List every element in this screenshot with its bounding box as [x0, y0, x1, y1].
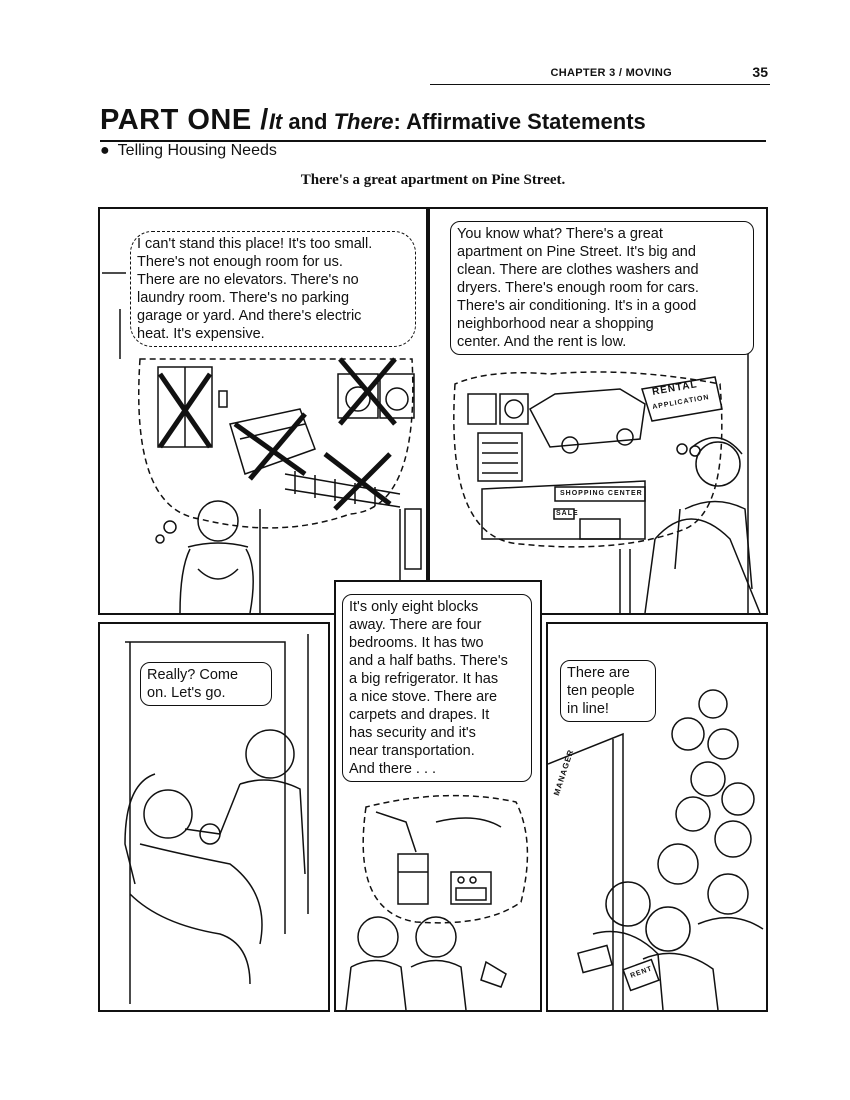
running-head [430, 64, 770, 85]
speech-bubble-1 [130, 231, 416, 347]
bubble-line: a nice stove. There are [349, 689, 498, 705]
bubble-line: Really? Come [147, 667, 239, 683]
bubble-line: carpets and drapes. It [349, 707, 490, 723]
bubble-line: away. There are four [349, 617, 482, 633]
title-and: and [282, 109, 334, 134]
speech-bubble-4 [342, 594, 532, 782]
bubble-line: bedrooms. It has two [349, 635, 484, 651]
comic-panel-1 [98, 207, 428, 615]
bubble-line: heat. It's expensive. [137, 326, 265, 342]
speech-bubble-3 [140, 662, 272, 706]
bubble-line: There are no elevators. There's no [137, 272, 359, 288]
sign-rental: RENTAL [651, 379, 699, 398]
bubble-line: has security and it's [349, 725, 476, 741]
part-label: PART ONE / [100, 104, 269, 136]
bubble-line: It's only eight blocks [349, 599, 479, 615]
sign-shopping-center: SHOPPING CENTER [560, 490, 643, 497]
bubble-line: dryers. There's enough room for cars. [457, 280, 699, 296]
bubble-line: laundry room. There's no parking [137, 290, 350, 306]
bubble-line: and a half baths. There's [349, 653, 508, 669]
speech-bubble-2 [450, 221, 754, 355]
bubble-line: clean. There are clothes washers and [457, 262, 699, 278]
bubble-line: in line! [567, 701, 609, 717]
chapter-label: CHAPTER 3 / MOVING [550, 67, 672, 79]
bubble-line: on. Let's go. [147, 685, 226, 701]
bubble-line: ten people [567, 683, 635, 699]
bubble-line: There are [567, 665, 630, 681]
bullet-item [100, 142, 277, 160]
speech-bubble-5 [560, 660, 656, 722]
bubble-line: There's not enough room for us. [137, 254, 343, 270]
bubble-line: near transportation. [349, 743, 475, 759]
bubble-line: I can't stand this place! It's too small. [137, 236, 373, 252]
bubble-line: There's air conditioning. It's in a good [457, 298, 697, 314]
bullet-icon: ● [100, 142, 110, 159]
comic-panel-4 [334, 580, 542, 1012]
section-title [100, 104, 766, 142]
title-rest: : Affirmative Statements [393, 109, 646, 134]
bubble-line: And there . . . [349, 761, 437, 777]
sign-rent: RENT [629, 965, 654, 980]
sign-application: APPLICATION [651, 394, 711, 411]
sign-sale: SALE [556, 510, 579, 517]
bubble-line: a big refrigerator. It has [349, 671, 499, 687]
title-there: There [333, 109, 394, 134]
caption: There's a great apartment on Pine Street. [300, 172, 566, 188]
bubble-line: garage or yard. And there's electric [137, 308, 362, 324]
comic-panel-3 [98, 622, 330, 1012]
page-number: 35 [752, 64, 768, 80]
comic-panel-2 [428, 207, 768, 615]
bubble-line: You know what? There's a great [457, 226, 663, 242]
title-it: It [268, 109, 283, 134]
bubble-line: neighborhood near a shopping [457, 316, 654, 332]
bullet-text: Telling Housing Needs [117, 142, 277, 159]
bubble-line: apartment on Pine Street. It's big and [457, 244, 696, 260]
comic-panel-5 [546, 622, 768, 1012]
sign-manager: MANAGER [552, 748, 576, 797]
bubble-line: center. And the rent is low. [457, 334, 627, 350]
